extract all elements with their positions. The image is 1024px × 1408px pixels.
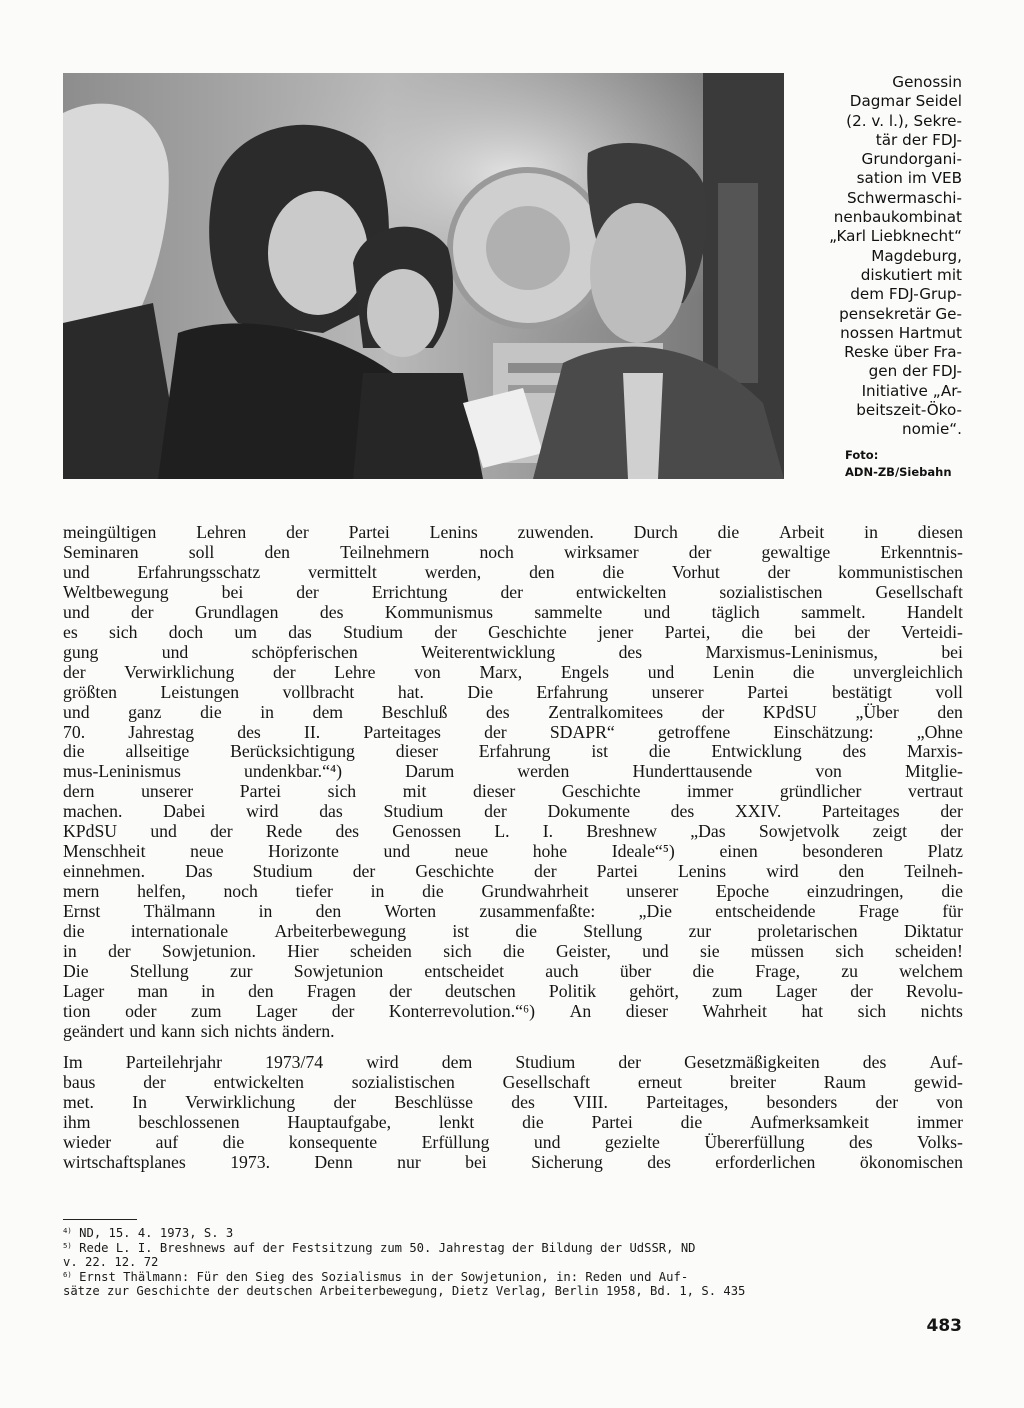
caption-line: Grundorgani- [861, 150, 962, 169]
caption-line: tär der FDJ- [875, 130, 962, 149]
paragraph [63, 1053, 963, 1173]
photo-credit-source: ADN-ZB/Siebahn [845, 465, 952, 479]
caption-line: Initiative „Ar- [861, 381, 962, 400]
caption-line: Magdeburg, [871, 246, 962, 265]
text-line: in der Sowjetunion. Hier scheiden sich die Geister, und sie müssen sich scheiden! [63, 941, 963, 962]
text-line: Lager man in den Fragen der deutschen Politik gehört, zum Lager der Revolu- [63, 980, 963, 1001]
text-line: baus der entwickelten sozialistischen Gesellschaft erneut breiter Raum gewid- [63, 1071, 963, 1092]
text-line: es sich doch um das Studium der Geschichte jener Partei, die bei der Verteidi- [63, 621, 963, 642]
text-line: meingültigen Lehren der Partei Lenins zuwenden. Durch die Arbeit in diesen [63, 522, 963, 542]
paragraph [63, 523, 963, 1042]
footnote-line: $^{6)}$ Ernst Thälmann: Für den Sieg des Sozialismus in der Sowjetunion, in: Reden und Auf- [63, 1269, 689, 1284]
text-line: 70. Jahrestag des II. Parteitages der SDAPR“ getroffene Einschätzung: „Ohne [63, 721, 963, 742]
footnote-line: $^{4)}$ ND, 15. 4. 1973, S. 3 [63, 1225, 234, 1240]
caption-line: gen der FDJ- [868, 362, 962, 381]
photo-caption [797, 73, 962, 440]
photo-credit-label: Foto: [845, 448, 879, 462]
text-line: größten Leistungen vollbracht hat. Die Erfahrung unserer Partei bestätigt voll [63, 681, 963, 702]
text-line: dern unserer Partei sich mit dieser Geschichte immer gründlicher vertraut [63, 781, 963, 802]
text-line: wirtschaftsplanes 1973. Denn nur bei Sicherung des erforderlichen ökonomischen [63, 1151, 963, 1172]
footnote-line: $^{5)}$ Rede L. I. Breshnews auf der Festsitzung zum 50. Jahrestag der Bildung der UdSSR, ND [63, 1240, 696, 1255]
text-line: KPdSU und der Rede des Genossen L. I. Breshnew „Das Sowjetvolk zeigt der [63, 821, 963, 842]
caption-line: beitszeit-Öko- [856, 401, 962, 420]
text-line: gung und schöpferischen Weiterentwicklung des Marxismus-Leninismus, bei [63, 641, 963, 662]
text-line: und ganz die in dem Beschluß des Zentralkomitees der KPdSU „Über den [63, 701, 963, 722]
text-line: Ernst Thälmann in den Worten zusammenfaßte: „Die entscheidende Frage für [63, 901, 963, 922]
text-line: und Erfahrungsschatz vermittelt werden, den die Vorhut der kommunistischen [63, 561, 963, 582]
caption-line: (2. v. l.), Sekre- [846, 111, 962, 130]
text-line: Die Stellung zur Sowjetunion entscheidet auch über die Frage, zu welchem [63, 960, 963, 981]
text-line: Weltbewegung bei der Errichtung der entwickelten sozialistischen Gesellschaft [63, 581, 963, 602]
caption-line: „Karl Liebknecht“ [829, 227, 962, 246]
caption-line: Dagmar Seidel [849, 92, 962, 111]
news-photo [63, 73, 784, 479]
text-line: machen. Dabei wird das Studium der Dokumente des XXIV. Parteitages der [63, 801, 963, 822]
caption-line: Schwermaschi- [846, 188, 962, 207]
text-line: mus-Leninismus undenkbar.“⁴) Darum werden Hunderttausende von Mitglie- [63, 761, 963, 782]
text-line: die internationale Arbeiterbewegung ist die Stellung zur proletarischen Diktatur [63, 921, 963, 942]
body-text [63, 523, 963, 1173]
text-line: tion oder zum Lager der Konterrevolution.“⁶) An dieser Wahrheit hat sich nichts [63, 1000, 963, 1021]
footnote-line: sätze zur Geschichte der deutschen Arbeiterbewegung, Dietz Verlag, Berlin 1958, Bd. 1, S. 435 [63, 1284, 746, 1299]
photo-credit [845, 447, 965, 481]
caption-line: sation im VEB [856, 169, 962, 188]
caption-line: diskutiert mit [860, 265, 962, 284]
text-line: Menschheit neue Horizonte und neue hohe Ideale“⁵) einen besonderen Platz [63, 841, 963, 862]
text-line: met. In Verwirklichung der Beschlüsse des VIII. Parteitages, besonders der von [63, 1091, 963, 1112]
caption-line: nomie“. [902, 420, 962, 439]
text-line: wieder auf die konsequente Erfüllung und gezielte Übererfüllung des Volks- [63, 1131, 963, 1152]
text-line: und der Grundlagen des Kommunismus sammelte und täglich sammelt. Handelt [63, 601, 963, 622]
caption-line: nossen Hartmut [840, 323, 962, 342]
caption-line: Genossin [892, 73, 962, 91]
text-line: Seminaren soll den Teilnehmern noch wirksamer der gewaltige Erkenntnis- [63, 541, 963, 562]
footnote-line: v. 22. 12. 72 [63, 1255, 159, 1270]
footnote-rule [63, 1219, 137, 1220]
caption-line: dem FDJ-Grup- [850, 285, 962, 304]
footnotes [63, 1226, 963, 1299]
text-line: einnehmen. Das Studium der Geschichte der Partei Lenins wird den Teilneh- [63, 861, 963, 882]
caption-line: nenbaukombinat [833, 208, 962, 227]
text-line: die allseitige Berücksichtigung dieser Erfahrung ist die Entwicklung des Marxis- [63, 741, 963, 762]
text-line: ihm beschlossenen Hauptaufgabe, lenkt die Partei die Aufmerksamkeit immer [63, 1111, 963, 1132]
text-line: mern helfen, noch tiefer in die Grundwahrheit unserer Epoche einzudringen, die [63, 881, 963, 902]
text-line: geändert und kann sich nichts ändern. [63, 1020, 335, 1041]
text-line: der Verwirklichung der Lehre von Marx, Engels und Lenin die unvergleichlich [63, 661, 963, 682]
text-line: Im Parteilehrjahr 1973/74 wird dem Studium der Gesetzmäßigkeiten des Auf- [63, 1051, 963, 1072]
caption-line: Reske über Fra- [844, 343, 962, 362]
caption-line: pensekretär Ge- [839, 304, 962, 323]
page-number: 483 [926, 1316, 962, 1336]
